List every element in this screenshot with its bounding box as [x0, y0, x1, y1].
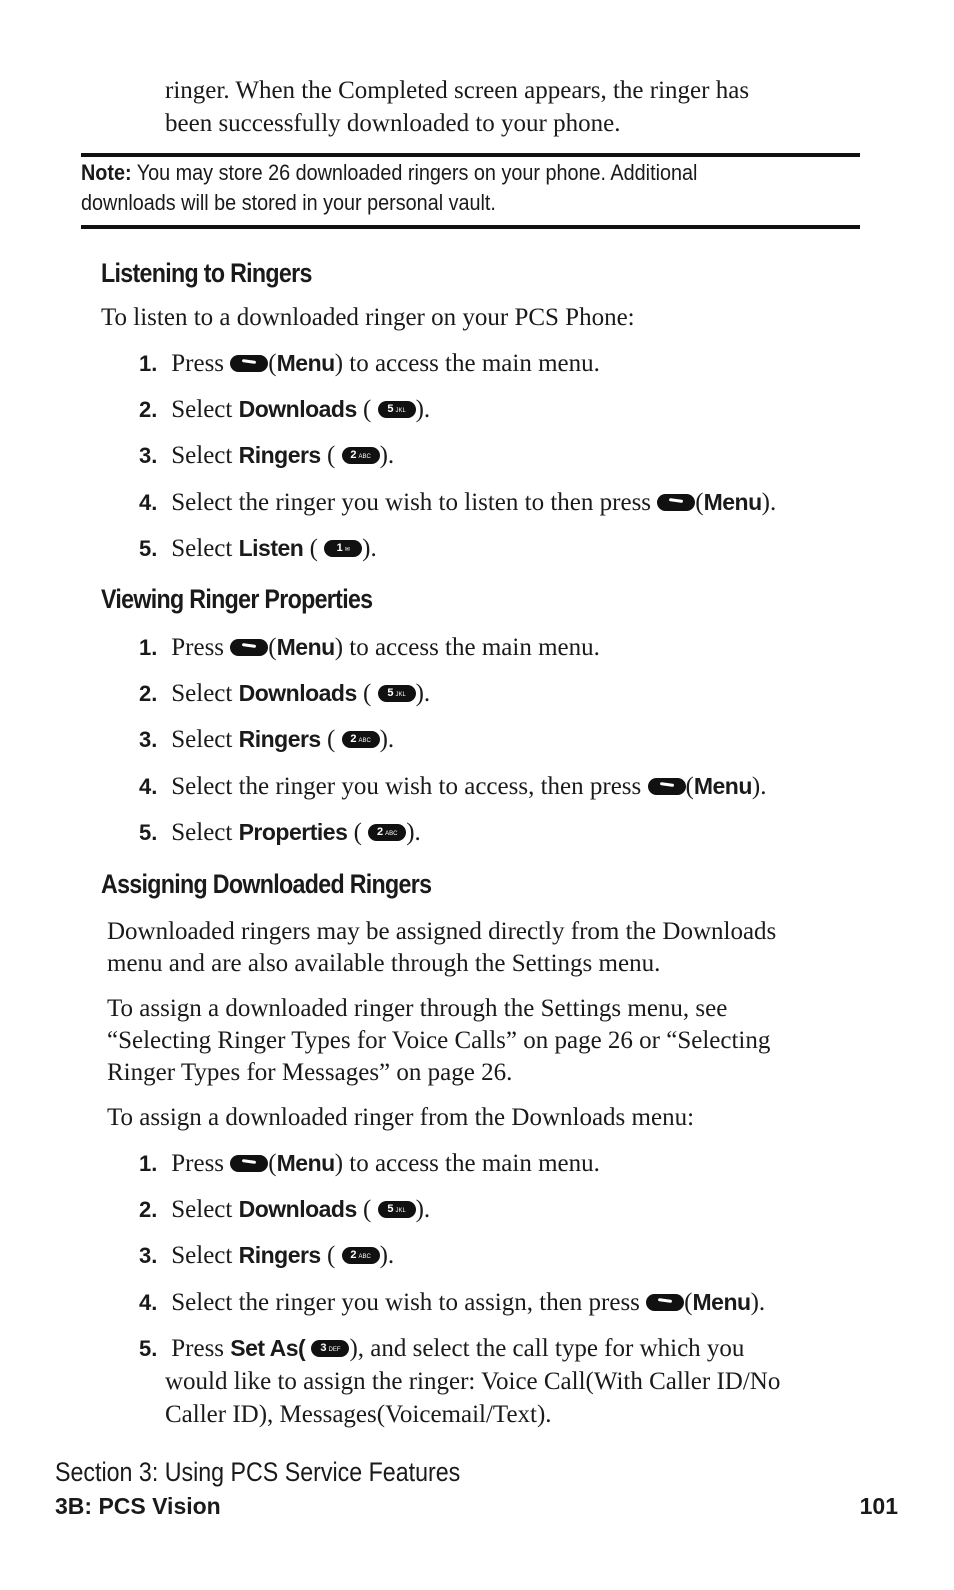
listening-step-3: 3. Select Ringers ( 2 ABC ).	[139, 442, 395, 469]
page-number: 101	[859, 1493, 898, 1519]
assigning-intro: To assign a downloaded ringer from the Downloads menu:	[107, 1104, 695, 1131]
note-line-2: downloads will be stored in your personal vault.	[81, 190, 496, 215]
footer-section-title: Section 3: Using PCS Service Features	[55, 1457, 461, 1487]
assigning-step-1: 1. Press (Menu) to access the main menu.	[139, 1150, 600, 1177]
viewing-step-4: 4. Select the ringer you wish to access, then press (Menu).	[139, 773, 767, 800]
note-bottom-rule	[81, 225, 860, 229]
viewing-step-3: 3. Select Ringers ( 2 ABC ).	[139, 726, 395, 753]
footer-chapter: 3B: PCS Vision	[55, 1493, 221, 1519]
listening-step-5: 5. Select Listen ( 1 ✉ ).	[139, 535, 377, 562]
viewing-step-1: 1. Press (Menu) to access the main menu.	[139, 634, 600, 661]
listening-step-2: 2. Select Downloads ( 5 JKL ).	[139, 396, 431, 423]
menu-softkey-icon	[657, 494, 695, 511]
listening-step-1: 1. Press (Menu) to access the main menu.	[139, 350, 600, 377]
assigning-para1-line2: menu and are also available through the Settings menu.	[107, 950, 661, 977]
assigning-step-5-line2: would like to assign the ringer: Voice Call(With Caller ID/No	[165, 1368, 781, 1395]
menu-softkey-icon	[230, 1155, 268, 1172]
note-top-rule	[81, 153, 860, 157]
note-line-1: You may store 26 downloaded ringers on your phone. Additional	[136, 160, 698, 185]
viewing-step-5: 5. Select Properties ( 2 ABC ).	[139, 819, 421, 846]
key-3-icon: 3 DEF	[311, 1340, 349, 1357]
assigning-step-4: 4. Select the ringer you wish to assign, then press (Menu).	[139, 1289, 766, 1316]
listening-intro: To listen to a downloaded ringer on your PCS Phone:	[101, 304, 635, 331]
listening-step-4: 4. Select the ringer you wish to listen to then press (Menu).	[139, 489, 777, 516]
menu-softkey-icon	[648, 778, 686, 795]
section-heading-viewing: Viewing Ringer Properties	[101, 584, 373, 614]
assigning-step-2: 2. Select Downloads ( 5 JKL ).	[139, 1196, 431, 1223]
key-2-icon: 2 ABC	[342, 447, 380, 464]
key-5-icon: 5 JKL	[378, 401, 416, 418]
assigning-para2-line1: To assign a downloaded ringer through the Settings menu, see	[107, 995, 728, 1022]
note-box	[81, 158, 861, 218]
assigning-step-3: 3. Select Ringers ( 2 ABC ).	[139, 1242, 395, 1269]
menu-softkey-icon	[230, 355, 268, 372]
key-2-icon: 2 ABC	[342, 731, 380, 748]
assigning-para1-line1: Downloaded ringers may be assigned directly from the Downloads	[107, 918, 777, 945]
key-2-icon: 2 ABC	[368, 824, 406, 841]
note-label: Note:	[81, 160, 132, 185]
key-1-icon: 1 ✉	[324, 540, 362, 557]
section-heading-assigning: Assigning Downloaded Ringers	[101, 869, 432, 899]
intro-line-2: been successfully downloaded to your phone.	[165, 110, 621, 137]
menu-softkey-icon	[230, 639, 268, 656]
assigning-step-5: 5. Press Set As( 3 DEF ), and select the call type for which you	[139, 1335, 745, 1362]
assigning-para2-line2: “Selecting Ringer Types for Voice Calls” on page 26 or “Selecting	[107, 1027, 771, 1054]
menu-softkey-icon	[646, 1294, 684, 1311]
key-5-icon: 5 JKL	[378, 1201, 416, 1218]
intro-line-1: ringer. When the Completed screen appears, the ringer has	[165, 77, 750, 104]
assigning-step-5-line3: Caller ID), Messages(Voicemail/Text).	[165, 1401, 552, 1428]
section-heading-listening: Listening to Ringers	[101, 258, 312, 288]
key-5-icon: 5 JKL	[378, 685, 416, 702]
viewing-step-2: 2. Select Downloads ( 5 JKL ).	[139, 680, 431, 707]
assigning-para2-line3: Ringer Types for Messages” on page 26.	[107, 1059, 513, 1086]
key-2-icon: 2 ABC	[342, 1247, 380, 1264]
